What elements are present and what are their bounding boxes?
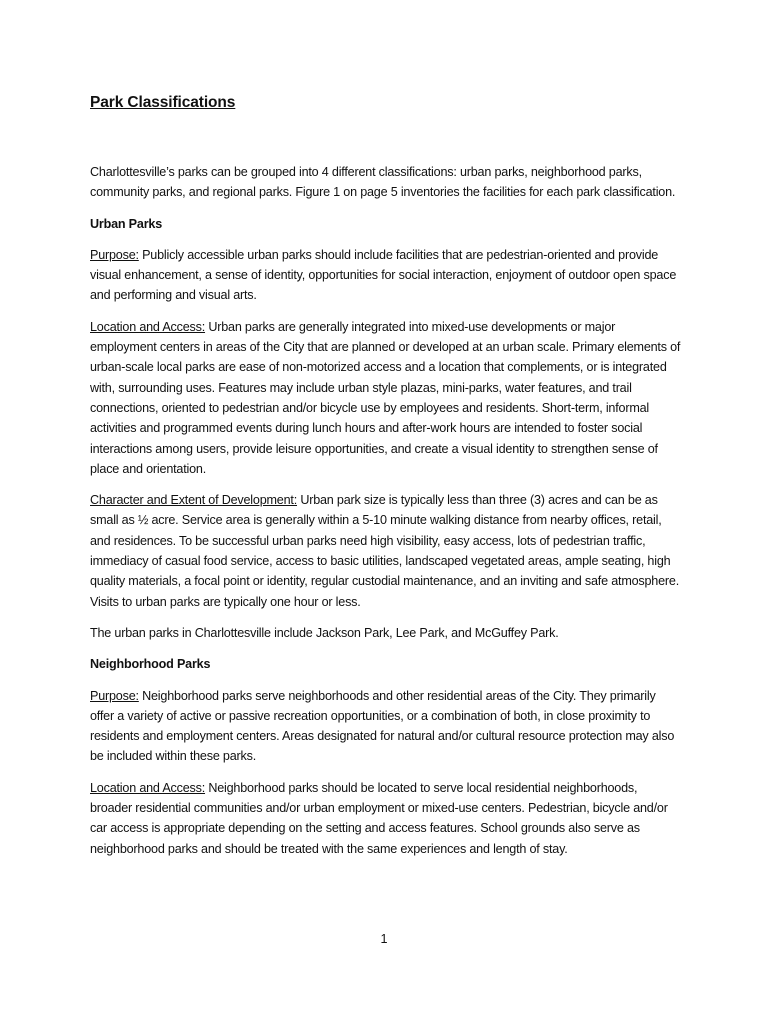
page-number: 1 — [380, 932, 388, 946]
urban-purpose-label: Purpose: — [90, 247, 139, 262]
neighborhood-location-label: Location and Access: — [90, 780, 206, 795]
neighborhood-location-paragraph — [90, 778, 682, 859]
urban-purpose-paragraph — [90, 245, 682, 306]
urban-character-label: Character and Extent of Development: — [90, 493, 298, 508]
urban-location-paragraph — [90, 317, 682, 479]
urban-parks-heading: Urban Parks — [90, 216, 162, 231]
urban-location-label: Location and Access: — [90, 319, 206, 334]
neighborhood-purpose-label: Purpose: — [90, 688, 139, 703]
neighborhood-parks-heading: Neighborhood Parks — [90, 657, 211, 672]
page-title: Park Classifications — [90, 94, 236, 111]
document-body — [90, 162, 682, 870]
neighborhood-purpose-paragraph — [90, 686, 682, 767]
neighborhood-location-text: Neighborhood parks should be located to serve local residential neighborhoods, broader residential communities and/or urban employment or mixed-use centers. Pedestrian, bicycle and/or car access is appropriate depending on the setting and access features. School grounds also serve as neighborhood parks and should be treated with the same experiences and length of stay. — [90, 780, 668, 856]
intro-paragraph: Charlottesville’s parks can be grouped into 4 different classifications: urban parks, neighborhood parks, community parks, and regional parks. Figure 1 on page 5 inventories the facilities for each park classification. — [90, 165, 676, 200]
urban-purpose-text: Publicly accessible urban parks should include facilities that are pedestrian-oriented and provide visual enhancement, a sense of identity, opportunities for social interaction, enjoyment of outdoor open space and performing and visual arts. — [90, 247, 677, 303]
urban-character-paragraph — [90, 490, 682, 612]
urban-character-text: Urban park size is typically less than three (3) acres and can be as small as ½ acre. Service area is generally within a 5-10 minute walking distance from nearby offices, retail, and residences. To be successful urban parks need high visibility, easy access, lots of pedestrian traffic, immediacy of casual food service, access to basic utilities, landscaped vegetated areas, ample seating, high quality materials, a focal point or identity, regular custodial maintenance, and an inviting and safe atmosphere. Visits to urban parks are typically one hour or less. — [90, 493, 680, 609]
urban-parks-list: The urban parks in Charlottesville include Jackson Park, Lee Park, and McGuffey Park. — [90, 625, 559, 640]
urban-location-text: Urban parks are generally integrated into mixed-use developments or major employment centers in areas of the City that are planned or developed at an urban scale. Primary elements of urban-scale local parks are ease of non-motorized access and a location that complements, or is integrated with, surrounding uses. Features may include urban style plazas, mini-parks, water features, and trail connections, oriented to pedestrian and/or bicycle use by employees and residents. Short-term, informal activities and programmed events during lunch hours and after-work hours are intended to foster social interactions among users, provide leisure opportunities, and create a visual identity to strengthen sense of place and orientation. — [90, 319, 681, 476]
neighborhood-purpose-text: Neighborhood parks serve neighborhoods and other residential areas of the City. They primarily offer a variety of active or passive recreation opportunities, or a combination of both, in close proximity to residents and employment centers. Areas designated for natural and/or cultural resource protection may also be included within these parks. — [90, 688, 675, 764]
